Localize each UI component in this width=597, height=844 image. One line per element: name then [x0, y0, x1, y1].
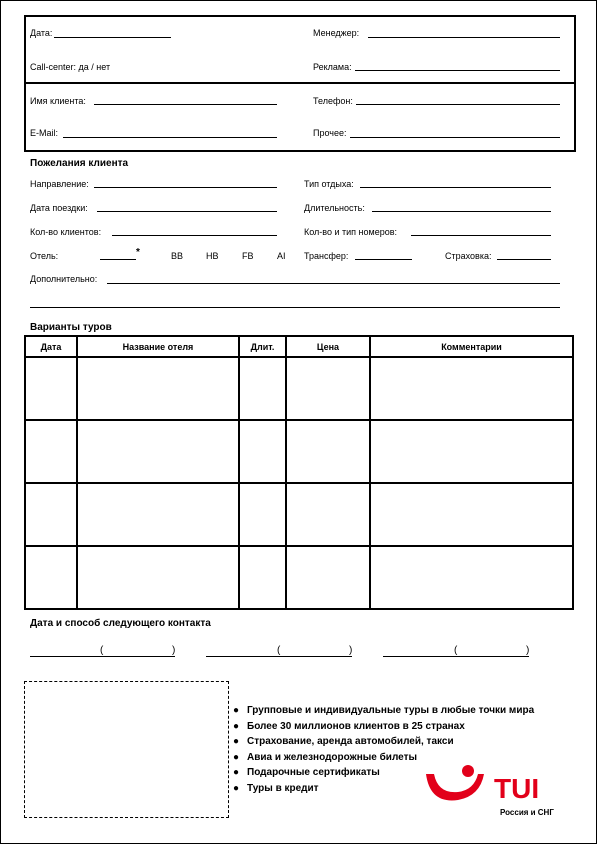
list-item: ● Подарочные сертификаты	[233, 765, 534, 781]
table-row	[25, 546, 573, 609]
insurance-label: Страховка:	[445, 251, 492, 261]
stamp-area	[24, 681, 229, 818]
client-name-field[interactable]	[94, 104, 277, 105]
tours-table	[24, 335, 574, 610]
additional-label: Дополнительно:	[30, 274, 98, 284]
table-cell[interactable]	[286, 483, 370, 546]
duration-field[interactable]	[372, 211, 551, 212]
direction-label: Направление:	[30, 179, 89, 189]
email-field[interactable]	[63, 137, 277, 138]
rooms-label: Кол-во и тип номеров:	[304, 227, 397, 237]
list-item: ● Туры в кредит	[233, 781, 534, 797]
direction-field[interactable]	[94, 187, 277, 188]
meal-option-hb[interactable]: HB	[206, 251, 219, 261]
bullet-icon: ●	[233, 736, 240, 747]
table-cell[interactable]	[239, 546, 286, 609]
table-cell[interactable]	[77, 546, 239, 609]
transfer-label: Трансфер:	[304, 251, 349, 261]
insurance-field[interactable]	[497, 259, 551, 260]
meal-option-bb[interactable]: BB	[171, 251, 184, 261]
table-cell[interactable]	[77, 483, 239, 546]
callcenter-label[interactable]: Call-center: да / нет	[30, 62, 111, 72]
list-item: ● Групповые и индивидуальные туры в любые точки мира	[233, 703, 534, 719]
table-cell[interactable]	[25, 483, 77, 546]
trip-date-field[interactable]	[97, 211, 277, 212]
transfer-field[interactable]	[355, 259, 412, 260]
table-cell[interactable]	[370, 420, 573, 483]
date-label: Дата:	[30, 28, 53, 38]
table-cell[interactable]	[239, 483, 286, 546]
rooms-field[interactable]	[411, 235, 551, 236]
column-header-price: Цена	[286, 336, 370, 357]
additional-field-line-1[interactable]	[107, 283, 560, 284]
rest-type-label: Тип отдыха:	[304, 179, 354, 189]
rest-type-field[interactable]	[360, 187, 551, 188]
tui-logo	[418, 760, 558, 810]
tui-smile-icon	[426, 765, 484, 800]
phone-field[interactable]	[356, 104, 560, 105]
next-contact-date-line-2[interactable]	[206, 656, 352, 657]
email-label: E-Mail:	[30, 128, 59, 138]
table-cell[interactable]	[239, 357, 286, 420]
table-cell[interactable]	[25, 420, 77, 483]
ads-field[interactable]	[355, 70, 560, 71]
table-cell[interactable]	[286, 420, 370, 483]
meal-option-fb[interactable]: FB	[242, 251, 254, 261]
wishes-title: Пожелания клиента	[30, 158, 129, 169]
other-label: Прочее:	[313, 128, 347, 138]
table-cell[interactable]	[370, 546, 573, 609]
column-header-duration: Длит.	[239, 336, 286, 357]
manager-field[interactable]	[368, 37, 560, 38]
list-item: ● Авиа и железнодорожные билеты	[233, 750, 534, 766]
paren-open-3: (	[454, 645, 458, 656]
other-field[interactable]	[350, 137, 560, 138]
hotel-field[interactable]	[100, 259, 136, 260]
list-item: ● Страхование, аренда автомобилей, такси	[233, 734, 534, 750]
bullet-icon: ●	[233, 720, 240, 732]
additional-field-line-2[interactable]	[30, 307, 560, 308]
paren-close-1: )	[172, 645, 176, 656]
table-row	[25, 420, 573, 483]
bullet-icon: ●	[233, 705, 240, 716]
next-contact-date-line-1[interactable]	[30, 656, 175, 657]
bullet-icon: ●	[233, 751, 240, 763]
next-contact-date-line-3[interactable]	[383, 656, 529, 657]
manager-label: Менеджер:	[313, 28, 360, 38]
tui-logo-text: TUI	[494, 773, 540, 804]
paren-close-2: )	[349, 645, 353, 656]
bullet-icon: ●	[233, 767, 240, 778]
header-divider	[24, 82, 576, 84]
phone-label: Телефон:	[313, 96, 353, 106]
paren-close-3: )	[526, 645, 530, 656]
brand-subtitle: Россия и СНГ	[500, 808, 554, 817]
table-cell[interactable]	[286, 546, 370, 609]
next-contact-title: Дата и способ следующего контакта	[30, 618, 211, 629]
table-cell[interactable]	[370, 483, 573, 546]
column-header-hotel-name: Название отеля	[77, 336, 239, 357]
table-row	[25, 357, 573, 420]
hotel-star-marker: *	[136, 247, 140, 258]
duration-label: Длительность:	[304, 203, 365, 213]
table-cell[interactable]	[77, 357, 239, 420]
table-cell[interactable]	[370, 357, 573, 420]
ads-label: Реклама:	[313, 62, 352, 72]
trip-date-label: Дата поездки:	[30, 203, 88, 213]
table-cell[interactable]	[25, 546, 77, 609]
client-name-label: Имя клиента:	[30, 96, 86, 106]
hotel-label: Отель:	[30, 251, 59, 261]
table-cell[interactable]	[239, 420, 286, 483]
table-cell[interactable]	[25, 357, 77, 420]
bullet-icon: ●	[233, 782, 240, 794]
tours-header-row	[25, 336, 573, 357]
table-cell[interactable]	[286, 357, 370, 420]
table-cell[interactable]	[77, 420, 239, 483]
tours-title: Варианты туров	[30, 322, 112, 333]
paren-open-2: (	[277, 645, 281, 656]
paren-open-1: (	[100, 645, 104, 656]
clients-count-field[interactable]	[112, 235, 277, 236]
table-row	[25, 483, 573, 546]
meal-option-ai[interactable]: AI	[277, 251, 286, 261]
clients-count-label: Кол-во клиентов:	[30, 227, 102, 237]
list-item: ● Более 30 миллионов клиентов в 25 странах	[233, 719, 534, 735]
date-field[interactable]	[54, 37, 171, 38]
column-header-date: Дата	[25, 336, 77, 357]
column-header-comments: Комментарии	[370, 336, 573, 357]
